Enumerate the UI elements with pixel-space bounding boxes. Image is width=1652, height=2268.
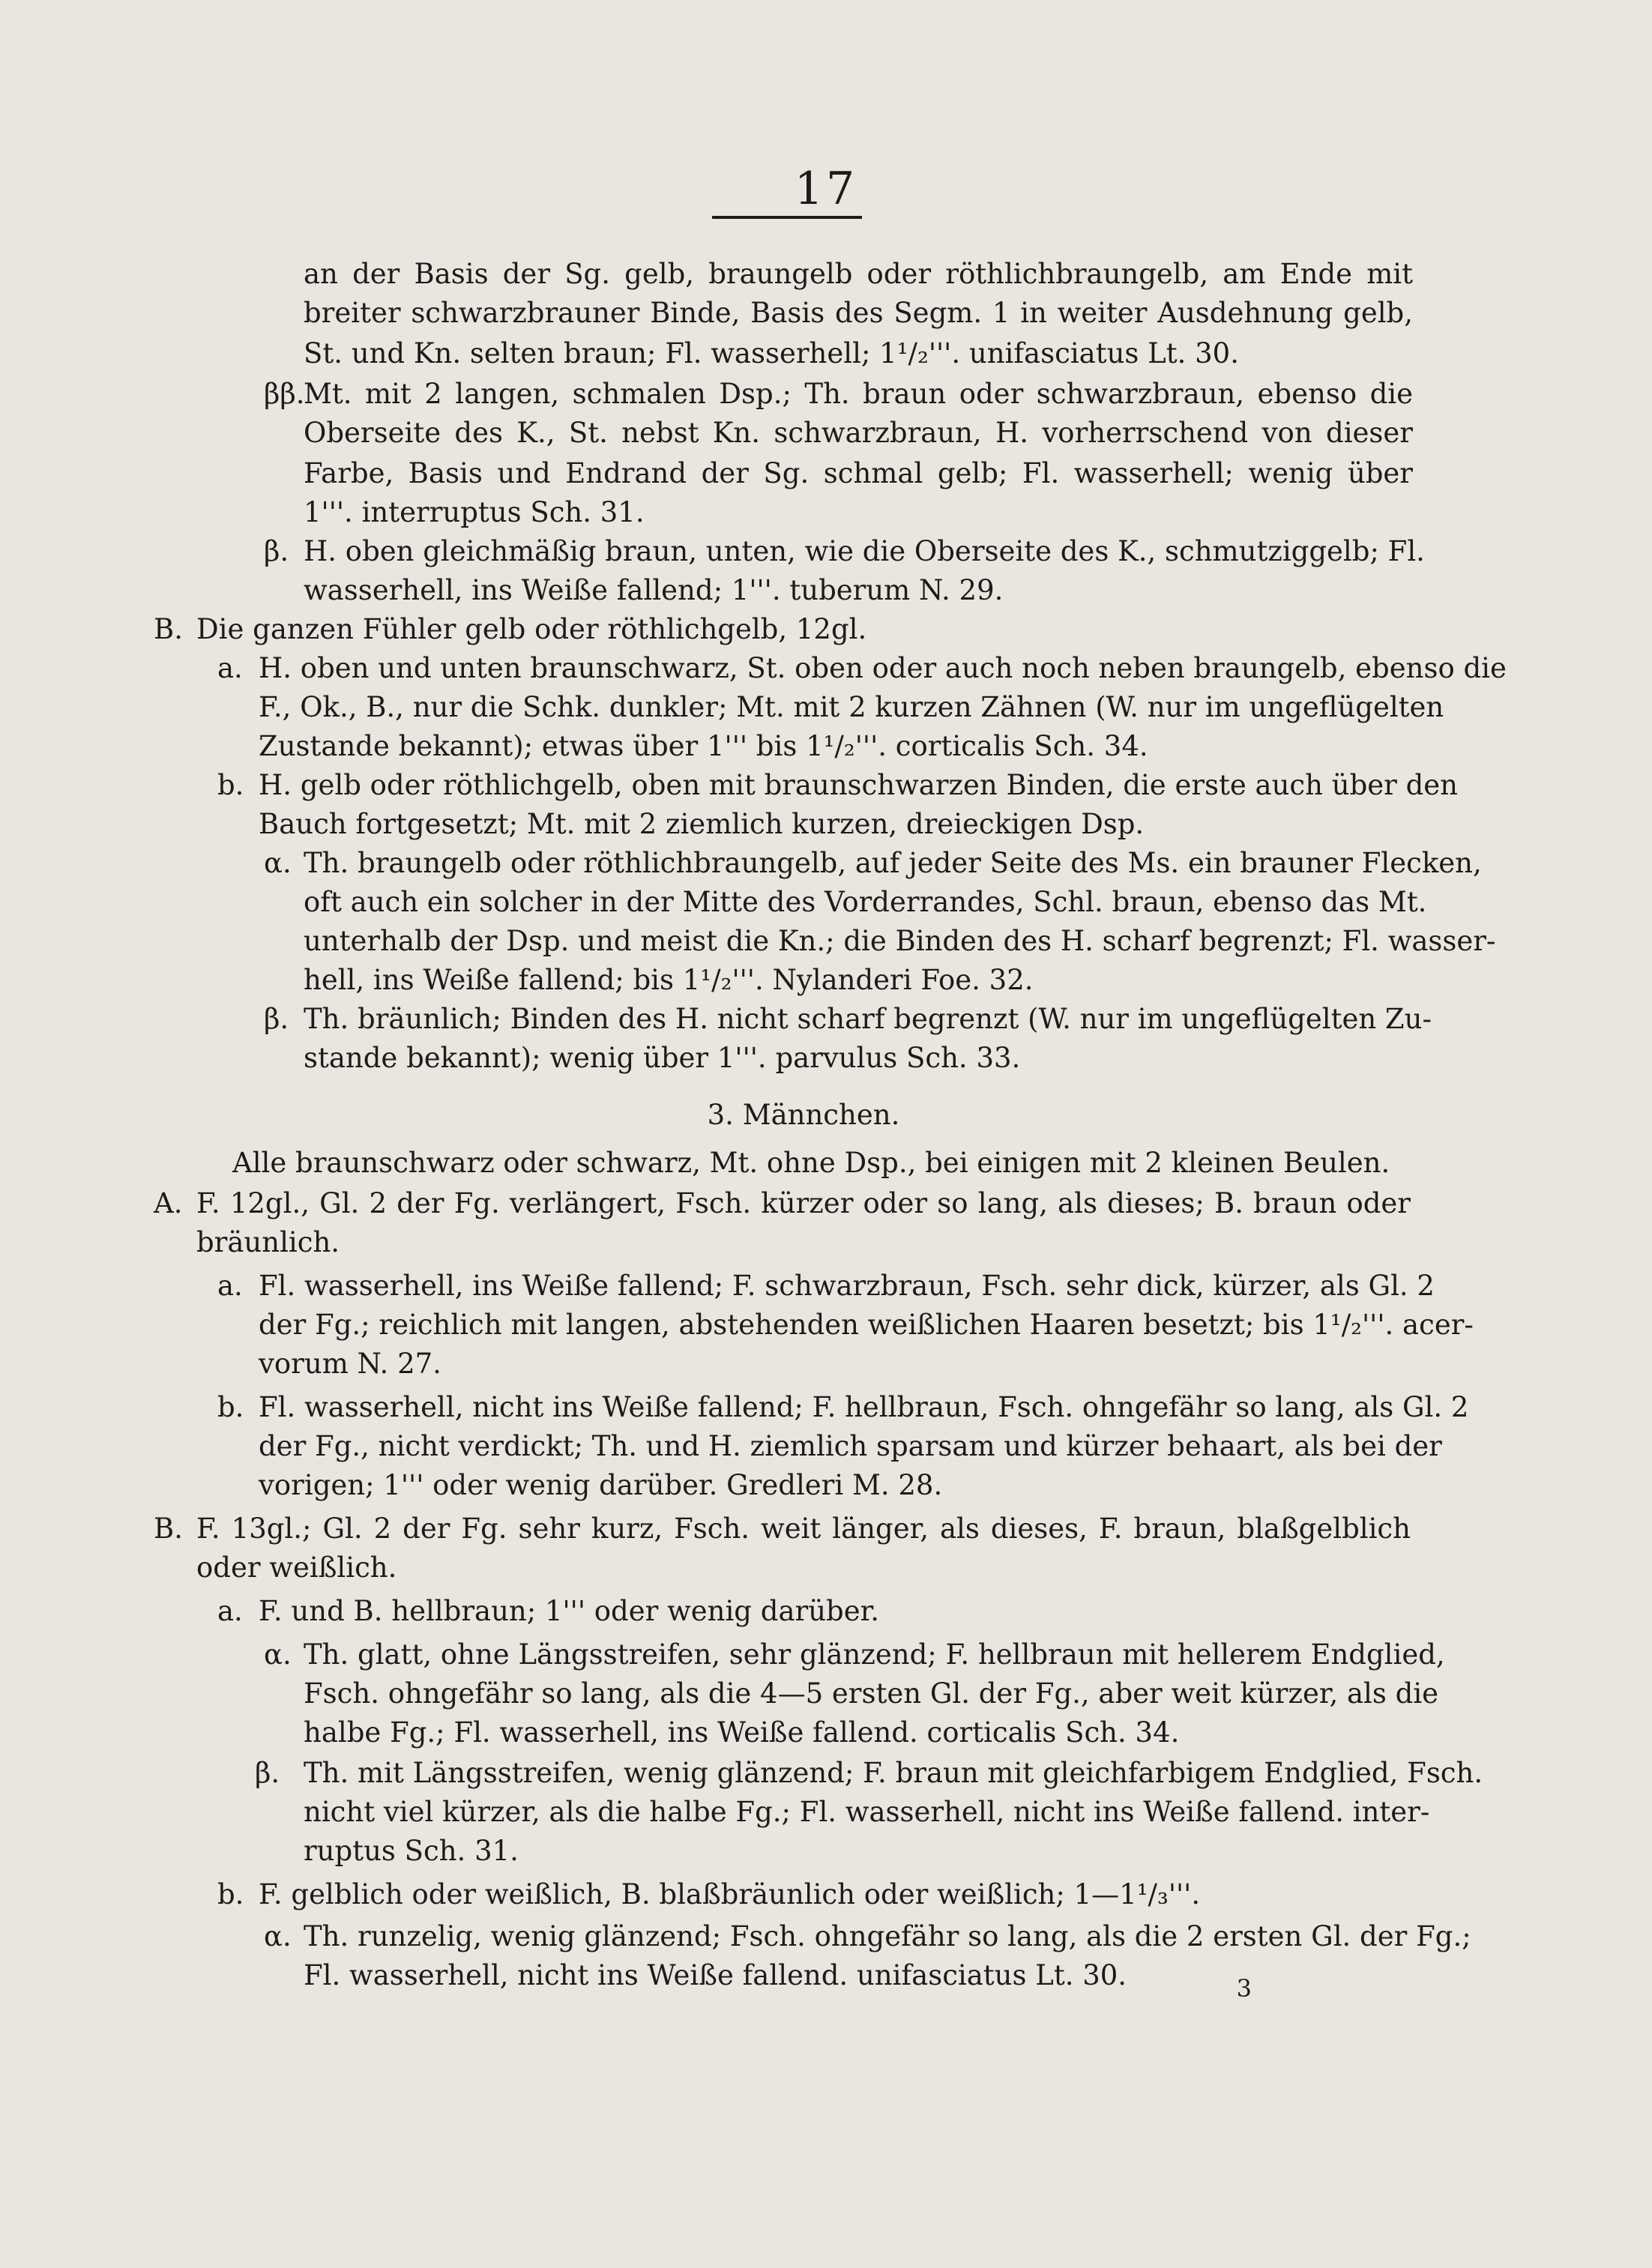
item-marker: B. (154, 613, 183, 645)
item-marker: α. (264, 1920, 292, 1952)
text-line: F. 12gl., Gl. 2 der Fg. verlängert, Fsch. kürzer oder so lang, als dieses; B. braun oder (196, 1187, 1411, 1219)
item-marker: A. (154, 1187, 183, 1219)
item-marker: B. (154, 1512, 183, 1545)
text-line: halbe Fg.; Fl. wasserhell, ins Weiße fallend. corticalis Sch. 34. (304, 1716, 1180, 1749)
text-line: der Fg., nicht verdickt; Th. und H. ziemlich sparsam und kürzer behaart, als bei der (259, 1430, 1442, 1462)
text-line: bräunlich. (196, 1226, 340, 1258)
text-line: Fl. wasserhell, ins Weiße fallend; F. schwarzbraun, Fsch. sehr dick, kürzer, als Gl. 2 (259, 1270, 1435, 1302)
text-line: Th. glatt, ohne Längsstreifen, sehr glänzend; F. hellbraun mit hellerem Endglied, (304, 1638, 1445, 1671)
text-line: Die ganzen Fühler gelb oder röthlichgelb, 12gl. (196, 613, 867, 645)
text-line: nicht viel kürzer, als die halbe Fg.; Fl. wasserhell, nicht ins Weiße fallend. inter- (304, 1796, 1430, 1828)
text-line: breiter schwarzbrauner Binde, Basis des Segm. 1 in weiter Ausdehnung gelb, (304, 297, 1413, 329)
text-line: Zustande bekannt); etwas über 1''' bis 1¹/₂'''. corticalis Sch. 34. (259, 730, 1148, 762)
text-line: H. oben und unten braunschwarz, St. oben oder auch noch neben braungelb, ebenso die (259, 652, 1507, 684)
text-line: der Fg.; reichlich mit langen, abstehenden weißlichen Haaren besetzt; bis 1¹/₂'''. acer- (259, 1309, 1474, 1341)
text-line: wasserhell, ins Weiße fallend; 1'''. tuberum N. 29. (304, 574, 1004, 606)
item-marker: a. (217, 1270, 243, 1302)
item-marker: ββ. (264, 378, 305, 410)
item-marker: β. (264, 535, 289, 567)
item-marker: β. (264, 1003, 289, 1035)
text-line: 1'''. interruptus Sch. 31. (304, 496, 645, 528)
text-line: oder weißlich. (196, 1551, 397, 1584)
text-line: ruptus Sch. 31. (304, 1835, 519, 1867)
item-marker: α. (264, 847, 292, 879)
page-number-rule (712, 216, 862, 219)
text-line: Th. runzelig, wenig glänzend; Fsch. ohngefähr so lang, als die 2 ersten Gl. der Fg.; (304, 1920, 1471, 1952)
text-line: Oberseite des K., St. nebst Kn. schwarzbraun, H. vorherrschend von dieser (304, 417, 1413, 449)
text-line: H. oben gleichmäßig braun, unten, wie die Oberseite des K., schmutziggelb; Fl. (304, 535, 1425, 567)
item-marker: b. (217, 1391, 244, 1423)
item-marker: α. (264, 1638, 292, 1671)
text-line: Fsch. ohngefähr so lang, als die 4—5 ersten Gl. der Fg., aber weit kürzer, als die (304, 1677, 1439, 1710)
text-line: Th. braungelb oder röthlichbraungelb, auf jeder Seite des Ms. ein brauner Flecken, (304, 847, 1482, 879)
text-line: Th. bräunlich; Binden des H. nicht scharf begrenzt (W. nur im ungeflügelten Zu- (304, 1003, 1432, 1035)
text-line: stande bekannt); wenig über 1'''. parvulus Sch. 33. (304, 1042, 1021, 1074)
item-marker: β. (255, 1757, 280, 1789)
text-line: F., Ok., B., nur die Schk. dunkler; Mt. mit 2 kurzen Zähnen (W. nur im ungeflügelten (259, 691, 1444, 723)
text-line: Alle braunschwarz oder schwarz, Mt. ohne Dsp., bei einigen mit 2 kleinen Beulen. (232, 1147, 1390, 1179)
text-line: vorum N. 27. (259, 1348, 441, 1380)
text-line: Fl. wasserhell, nicht ins Weiße fallend; F. hellbraun, Fsch. ohngefähr so lang, als Gl. 2 (259, 1391, 1469, 1423)
text-line: H. gelb oder röthlichgelb, oben mit braunschwarzen Binden, die erste auch über den (259, 769, 1459, 801)
signature-value: 3 (1236, 1974, 1252, 2003)
text-line: F. 13gl.; Gl. 2 der Fg. sehr kurz, Fsch. weit länger, als dieses, F. braun, blaßgelblich (196, 1512, 1411, 1545)
text-line: Fl. wasserhell, nicht ins Weiße fallend. unifasciatus Lt. 30. (304, 1959, 1127, 1991)
text-line: Mt. mit 2 langen, schmalen Dsp.; Th. braun oder schwarzbraun, ebenso die (304, 378, 1413, 410)
text-line: oft auch ein solcher in der Mitte des Vorderrandes, Schl. braun, ebenso das Mt. (304, 886, 1427, 918)
text-line: unterhalb der Dsp. und meist die Kn.; die Binden des H. scharf begrenzt; Fl. wasser- (304, 925, 1496, 957)
item-marker: b. (217, 1878, 244, 1910)
page-number: 17 (794, 163, 858, 215)
signature-mark (1222, 1967, 1252, 2009)
text-line: Farbe, Basis und Endrand der Sg. schmal gelb; Fl. wasserhell; wenig über (304, 457, 1413, 489)
text-line: Bauch fortgesetzt; Mt. mit 2 ziemlich kurzen, dreieckigen Dsp. (259, 808, 1145, 840)
text-line: F. und B. hellbraun; 1''' oder wenig darüber. (259, 1595, 879, 1627)
text-line: F. gelblich oder weißlich, B. blaßbräunlich oder weißlich; 1—1¹/₃'''. (259, 1878, 1201, 1910)
item-marker: a. (217, 652, 243, 684)
section-heading: 3. Männchen. (707, 1099, 900, 1131)
item-marker: a. (217, 1595, 243, 1627)
text-line: Th. mit Längsstreifen, wenig glänzend; F. braun mit gleichfarbigem Endglied, Fsch. (304, 1757, 1483, 1789)
text-line: St. und Kn. selten braun; Fl. wasserhell; 1¹/₂'''. unifasciatus Lt. 30. (304, 337, 1239, 370)
item-marker: b. (217, 769, 244, 801)
text-line: vorigen; 1''' oder wenig darüber. Gredleri M. 28. (259, 1469, 943, 1501)
text-line: hell, ins Weiße fallend; bis 1¹/₂'''. Nylanderi Foe. 32. (304, 964, 1034, 996)
text-line: an der Basis der Sg. gelb, braungelb oder röthlichbraungelb, am Ende mit (304, 258, 1413, 290)
